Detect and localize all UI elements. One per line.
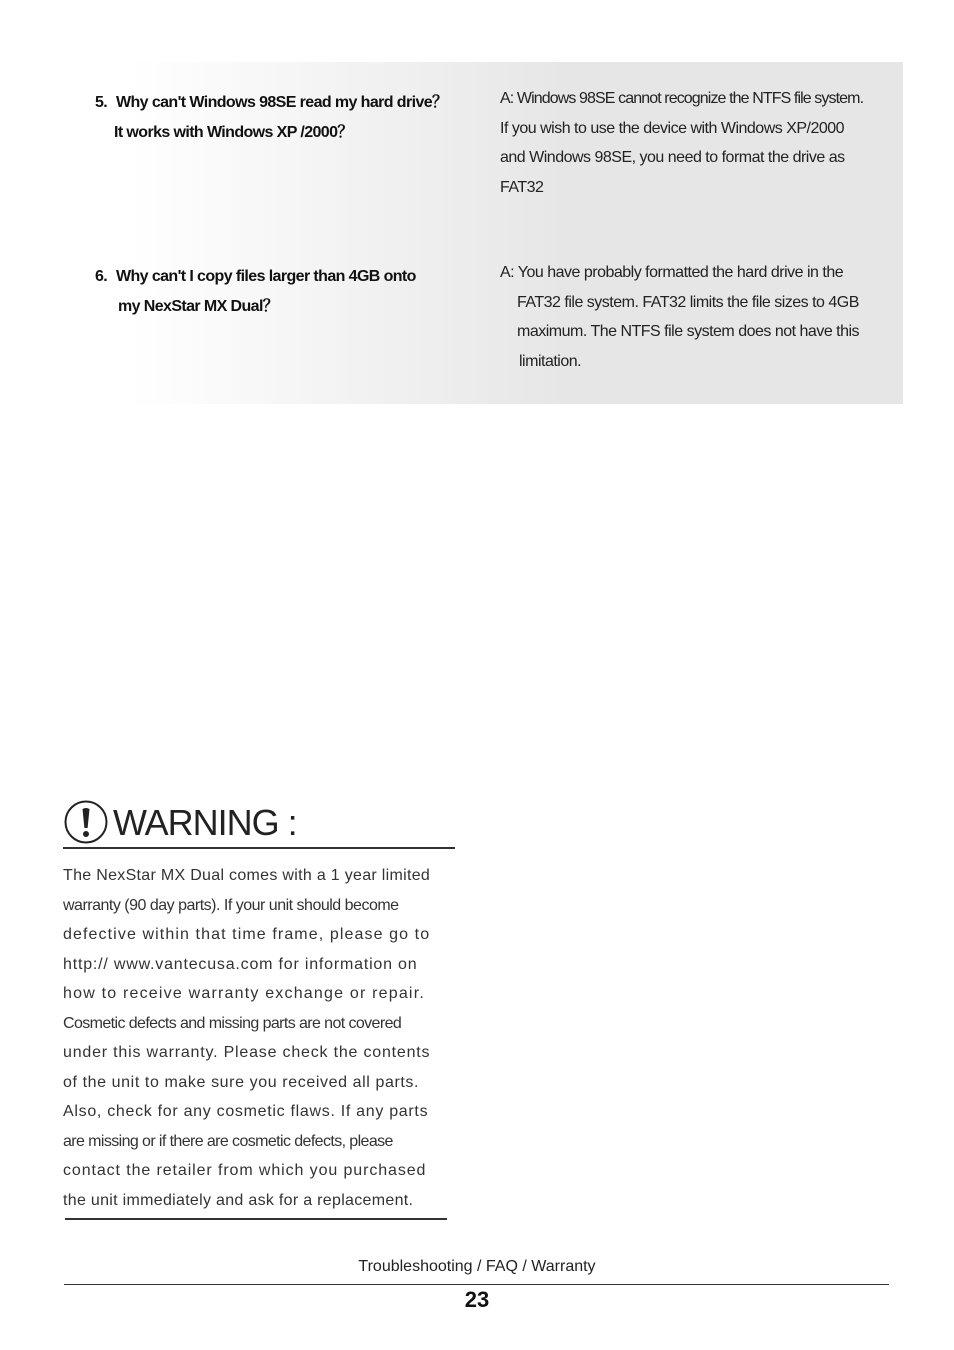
faq-answer xyxy=(500,84,900,203)
warning-bottom-rule xyxy=(65,1218,447,1220)
faq-answer-line: and Windows 98SE, you need to format the drive as xyxy=(500,149,845,167)
warning-line: Cosmetic defects and missing parts are not covered xyxy=(63,1014,402,1032)
faq-answer-line: limitation. xyxy=(519,353,582,371)
faq-question-line: Why can't I copy files larger than 4GB onto xyxy=(116,268,416,285)
faq-question-line: my NexStar MX Dual？ xyxy=(118,297,279,315)
warning-line: warranty (90 day parts). If your unit should become xyxy=(63,896,399,914)
footer-section-label: Troubleshooting / FAQ / Warranty xyxy=(358,1258,596,1275)
warning-line: of the unit to make sure you received all parts. xyxy=(63,1073,420,1091)
warning-line: how to receive warranty exchange or repair. xyxy=(63,985,425,1002)
warning-line: http:// www.vantecusa.com for information on xyxy=(63,955,418,973)
page-number: 23 xyxy=(464,1287,490,1312)
warning-line: under this warranty. Please check the contents xyxy=(63,1044,431,1061)
faq-answer-line: If you wish to use the device with Windows XP/2000 xyxy=(500,119,845,137)
faq-answer-line: FAT32 file system. FAT32 limits the file sizes to 4GB xyxy=(517,293,859,311)
faq-answer xyxy=(500,258,900,377)
exclamation-circle-icon xyxy=(64,800,108,844)
faq-question xyxy=(95,262,475,321)
warning-title: WARNING : xyxy=(113,802,297,843)
faq-question-line: It works with Windows XP /2000？ xyxy=(114,123,353,141)
faq-answer-line: A: Windows 98SE cannot recognize the NTFS file system. xyxy=(500,90,864,107)
faq-number: 5. xyxy=(95,94,108,111)
faq-answer-line: FAT32 xyxy=(500,179,544,197)
footer-rule xyxy=(64,1284,889,1285)
warning-line: defective within that time frame, please go to xyxy=(63,926,431,943)
warning-line: contact the retailer from which you purchased xyxy=(63,1162,427,1179)
warning-line: the unit immediately and ask for a replacement. xyxy=(63,1191,414,1209)
faq-answer-line: maximum. The NTFS file system does not have this xyxy=(517,323,860,341)
faq-question-line: Why can't Windows 98SE read my hard drive？ xyxy=(116,94,448,111)
faq-number: 6. xyxy=(95,268,108,285)
warning-line: are missing or if there are cosmetic defects, please xyxy=(63,1132,393,1150)
faq-question xyxy=(95,88,475,147)
warning-block xyxy=(63,800,455,1215)
warning-line: Also, check for any cosmetic flaws. If any parts xyxy=(63,1103,429,1120)
warning-line: The NexStar MX Dual comes with a 1 year limited xyxy=(63,867,431,884)
faq-answer-line: A: You have probably formatted the hard drive in the xyxy=(500,264,844,281)
warning-header xyxy=(63,800,455,849)
faq-panel xyxy=(62,62,903,404)
warning-text xyxy=(63,861,455,1215)
